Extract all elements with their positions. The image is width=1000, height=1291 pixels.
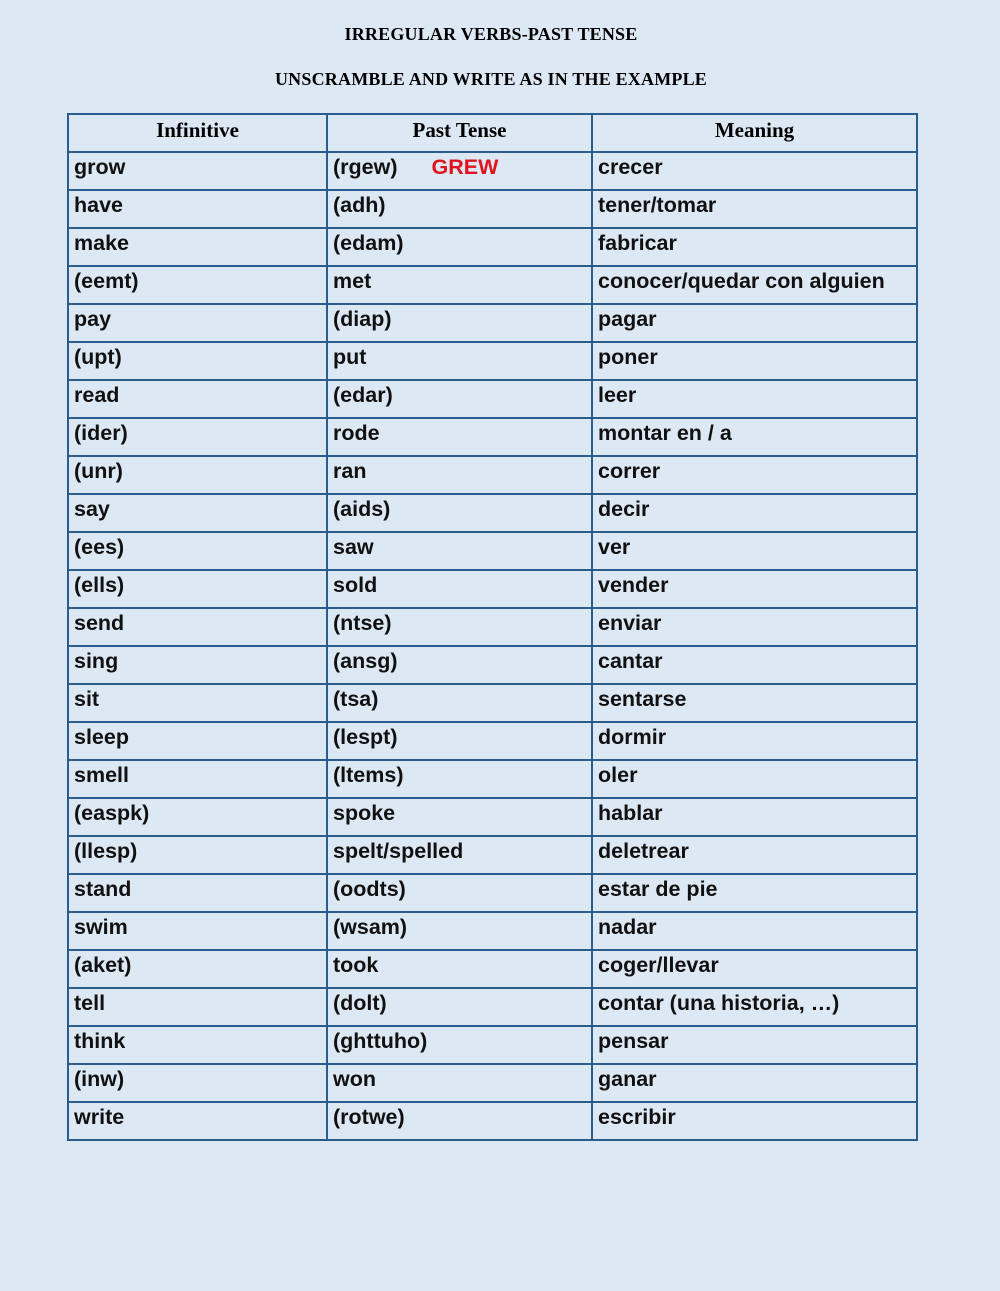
past-tense-cell [327, 950, 592, 988]
past-tense-cell [327, 418, 592, 456]
meaning-cell: escribir [592, 1102, 917, 1140]
meaning-cell: crecer [592, 152, 917, 190]
past-tense-cell [327, 342, 592, 380]
meaning-cell: deletrear [592, 836, 917, 874]
table-row [68, 646, 917, 684]
past-tense-cell [327, 228, 592, 266]
past-tense-text: ran [333, 459, 367, 483]
meaning-cell: ganar [592, 1064, 917, 1102]
meaning-cell: pensar [592, 1026, 917, 1064]
table-header-row [68, 114, 917, 152]
table-row [68, 494, 917, 532]
example-answer: GREW [431, 155, 499, 179]
meaning-cell: decir [592, 494, 917, 532]
infinitive-cell: grow [68, 152, 327, 190]
past-tense-cell [327, 570, 592, 608]
infinitive-cell: stand [68, 874, 327, 912]
table-row [68, 722, 917, 760]
past-tense-cell [327, 380, 592, 418]
meaning-cell: pagar [592, 304, 917, 342]
meaning-cell: nadar [592, 912, 917, 950]
table-row [68, 190, 917, 228]
past-tense-cell [327, 456, 592, 494]
infinitive-cell: (upt) [68, 342, 327, 380]
meaning-cell: hablar [592, 798, 917, 836]
table-row [68, 836, 917, 874]
infinitive-cell: tell [68, 988, 327, 1026]
table-row [68, 684, 917, 722]
table-row [68, 228, 917, 266]
table-row [68, 380, 917, 418]
meaning-cell: fabricar [592, 228, 917, 266]
meaning-cell: coger/llevar [592, 950, 917, 988]
meaning-cell: estar de pie [592, 874, 917, 912]
infinitive-cell: (ells) [68, 570, 327, 608]
past-tense-text: rode [333, 421, 380, 445]
past-tense-text: took [333, 953, 379, 977]
table-row [68, 760, 917, 798]
table-row [68, 456, 917, 494]
table-row [68, 418, 917, 456]
infinitive-cell: have [68, 190, 327, 228]
meaning-cell: cantar [592, 646, 917, 684]
table-row [68, 570, 917, 608]
past-tense-text: met [333, 269, 372, 293]
table-row [68, 1102, 917, 1140]
meaning-cell: contar (una historia, …) [592, 988, 917, 1026]
past-tense-cell [327, 266, 592, 304]
past-tense-cell [327, 836, 592, 874]
table-row [68, 950, 917, 988]
past-tense-text: spelt/spelled [333, 839, 464, 863]
infinitive-cell: make [68, 228, 327, 266]
table-row [68, 798, 917, 836]
header-meaning: Meaning [592, 114, 917, 152]
table-row [68, 1026, 917, 1064]
infinitive-cell: read [68, 380, 327, 418]
meaning-cell: correr [592, 456, 917, 494]
table-body [68, 152, 917, 1140]
past-tense-cell [327, 798, 592, 836]
infinitive-cell: sing [68, 646, 327, 684]
infinitive-cell: say [68, 494, 327, 532]
past-tense-text: (wsam) [333, 915, 408, 939]
meaning-cell: vender [592, 570, 917, 608]
past-tense-cell [327, 608, 592, 646]
past-tense-cell [327, 646, 592, 684]
past-tense-cell [327, 874, 592, 912]
meaning-cell: leer [592, 380, 917, 418]
table-row [68, 608, 917, 646]
past-tense-text: (aids) [333, 497, 391, 521]
infinitive-cell: pay [68, 304, 327, 342]
infinitive-cell: sleep [68, 722, 327, 760]
past-tense-text: (edar) [333, 383, 393, 407]
infinitive-cell: (ider) [68, 418, 327, 456]
meaning-cell: montar en / a [592, 418, 917, 456]
meaning-cell: poner [592, 342, 917, 380]
infinitive-cell: smell [68, 760, 327, 798]
table-row [68, 266, 917, 304]
infinitive-cell: swim [68, 912, 327, 950]
past-tense-text: (ltems) [333, 763, 404, 787]
past-tense-text: (ghttuho) [333, 1029, 428, 1053]
header-infinitive: Infinitive [68, 114, 327, 152]
verbs-table [67, 113, 918, 1141]
infinitive-cell: (llesp) [68, 836, 327, 874]
past-tense-text: (ntse) [333, 611, 392, 635]
table-row [68, 988, 917, 1026]
meaning-cell: conocer/quedar con alguien [592, 266, 917, 304]
infinitive-cell: (unr) [68, 456, 327, 494]
past-tense-cell [327, 760, 592, 798]
page-title: IRREGULAR VERBS-PAST TENSE [344, 24, 638, 44]
past-tense-cell [327, 190, 592, 228]
instructions: UNSCRAMBLE AND WRITE AS IN THE EXAMPLE [274, 69, 707, 89]
table-row [68, 874, 917, 912]
meaning-cell: enviar [592, 608, 917, 646]
infinitive-cell: (eemt) [68, 266, 327, 304]
past-tense-text: (tsa) [333, 687, 379, 711]
meaning-cell: sentarse [592, 684, 917, 722]
infinitive-cell: (ees) [68, 532, 327, 570]
past-tense-text: spoke [333, 801, 396, 825]
past-tense-cell [327, 1064, 592, 1102]
table-row [68, 152, 917, 190]
past-tense-text: (diap) [333, 307, 392, 331]
table-row [68, 912, 917, 950]
past-tense-text: saw [333, 535, 374, 559]
table-row [68, 532, 917, 570]
past-tense-cell [327, 152, 592, 190]
past-tense-text: put [333, 345, 367, 369]
past-tense-text: (rotwe) [333, 1105, 405, 1129]
past-tense-cell [327, 532, 592, 570]
infinitive-cell: (easpk) [68, 798, 327, 836]
past-tense-cell [327, 722, 592, 760]
past-tense-cell [327, 1026, 592, 1064]
meaning-cell: dormir [592, 722, 917, 760]
past-tense-cell [327, 304, 592, 342]
table-row [68, 342, 917, 380]
infinitive-cell: (inw) [68, 1064, 327, 1102]
past-tense-text: (oodts) [333, 877, 406, 901]
past-tense-cell [327, 1102, 592, 1140]
infinitive-cell: think [68, 1026, 327, 1064]
table-row [68, 1064, 917, 1102]
past-tense-cell [327, 988, 592, 1026]
past-tense-text: (rgew) [333, 155, 398, 179]
table-row [68, 304, 917, 342]
past-tense-cell [327, 912, 592, 950]
infinitive-cell: sit [68, 684, 327, 722]
infinitive-cell: write [68, 1102, 327, 1140]
past-tense-text: sold [333, 573, 378, 597]
past-tense-text: won [333, 1067, 376, 1091]
past-tense-text: (lespt) [333, 725, 398, 749]
infinitive-cell: send [68, 608, 327, 646]
meaning-cell: oler [592, 760, 917, 798]
meaning-cell: ver [592, 532, 917, 570]
meaning-cell: tener/tomar [592, 190, 917, 228]
past-tense-text: (edam) [333, 231, 404, 255]
past-tense-cell [327, 684, 592, 722]
past-tense-text: (adh) [333, 193, 386, 217]
past-tense-cell [327, 494, 592, 532]
past-tense-text: (dolt) [333, 991, 387, 1015]
infinitive-cell: (aket) [68, 950, 327, 988]
header-past-tense: Past Tense [327, 114, 592, 152]
past-tense-text: (ansg) [333, 649, 398, 673]
